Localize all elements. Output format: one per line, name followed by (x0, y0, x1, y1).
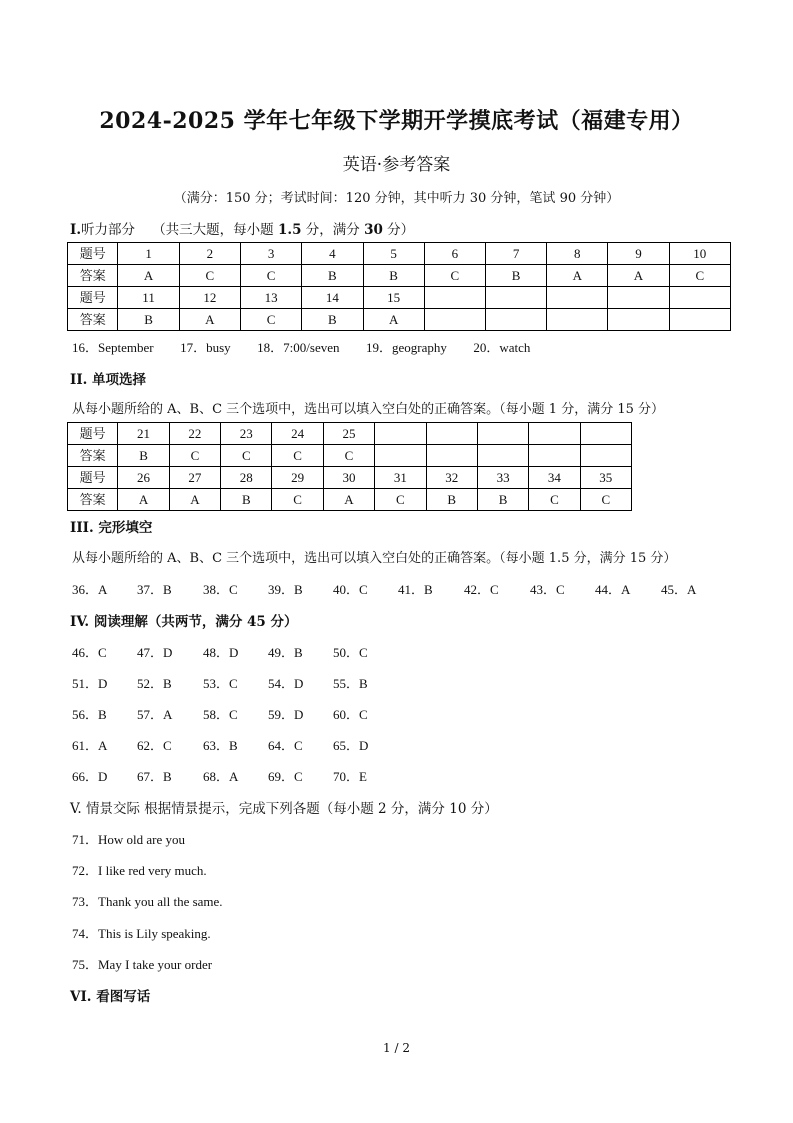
table-cell: 25 (323, 423, 374, 445)
section-2-instruction: 从每小题所给的 A、B、C 三个选项中，选出可以填入空白处的正确答案。（每小题 1 分，满分 15 分） (72, 402, 664, 417)
section-5-title: V. 情景交际 根据情景提示，完成下列各题（每小题 2 分，满分 10 分） (70, 801, 498, 817)
table-cell: B (363, 265, 424, 287)
answer-65: 65．D (333, 738, 369, 753)
answer-58: 58．C (203, 707, 238, 722)
answer-53: 53．C (203, 676, 238, 691)
table-header-cell: 题号 (68, 423, 118, 445)
answer-56: 56．B (72, 707, 107, 722)
answer-75: 75．May I take your order (72, 957, 213, 972)
table-cell (580, 423, 631, 445)
table-cell: 1 (118, 243, 179, 265)
section-1-note-e: 分） (382, 222, 415, 238)
page-number: 1 / 2 (383, 1041, 410, 1055)
answer-36: 36．A (72, 582, 108, 597)
answer-71: 71．How old are you (72, 832, 186, 847)
table-cell: 7 (485, 243, 546, 265)
answer-50: 50．C (333, 645, 368, 660)
answer-62: 62．C (137, 738, 172, 753)
table-cell: B (302, 265, 363, 287)
table-cell: B (118, 309, 179, 331)
table-cell: C (424, 265, 485, 287)
answer-45: 45．A (661, 582, 697, 597)
table-cell: 5 (363, 243, 424, 265)
table-cell: 3 (240, 243, 301, 265)
table-cell (580, 445, 631, 467)
table-header-cell: 答案 (68, 265, 118, 287)
table-cell: C (240, 265, 301, 287)
table-cell: A (323, 489, 374, 511)
table-cell: A (118, 489, 169, 511)
table-cell: C (375, 489, 426, 511)
table-cell: C (272, 489, 323, 511)
single-choice-answer-table (67, 422, 632, 511)
table-cell: 32 (426, 467, 477, 489)
table-cell: 6 (424, 243, 485, 265)
table-cell: C (529, 489, 580, 511)
table-cell (485, 287, 546, 309)
table-cell (477, 423, 528, 445)
answer-72: 72．I like red very much. (72, 863, 207, 878)
section-3-instruction: 从每小题所给的 A、B、C 三个选项中，选出可以填入空白处的正确答案。（每小题 1.5 分，满分 15 分） (72, 551, 677, 566)
section-1-note-b: 1.5 (277, 222, 302, 238)
section-1-title: 听力部分 (81, 222, 136, 238)
section-3-title: III. 完形填空 (70, 520, 153, 536)
section-1-note-c: 分，满分 (301, 222, 365, 238)
answer-73: 73．Thank you all the same. (72, 894, 223, 909)
table-row (68, 423, 632, 445)
section-4-title-b: 45 (247, 614, 266, 630)
page-subtitle: 英语·参考答案 (342, 155, 451, 175)
table-cell: B (302, 309, 363, 331)
listening-fill-answers (72, 337, 530, 356)
table-cell: A (363, 309, 424, 331)
table-cell: A (169, 489, 220, 511)
section-1-note-d: 30 (364, 222, 383, 238)
table-cell: A (179, 309, 240, 331)
table-cell: 10 (669, 243, 730, 265)
table-cell: C (272, 445, 323, 467)
table-header-cell: 答案 (68, 489, 118, 511)
answer-52: 52．B (137, 676, 172, 691)
table-cell (375, 423, 426, 445)
table-cell (477, 445, 528, 467)
section-1-note-a: （共三大题，每小题 (152, 222, 278, 238)
table-cell: B (477, 489, 528, 511)
table-cell: 35 (580, 467, 631, 489)
table-cell: B (118, 445, 169, 467)
answer-18: 18．7:00/seven (257, 340, 340, 355)
answer-67: 67．B (137, 769, 172, 784)
table-cell (547, 287, 608, 309)
table-cell: 29 (272, 467, 323, 489)
table-row (68, 265, 731, 287)
table-cell (426, 445, 477, 467)
answer-46: 46．C (72, 645, 107, 660)
answer-40: 40．C (333, 582, 368, 597)
table-cell: 8 (547, 243, 608, 265)
table-cell: 21 (118, 423, 169, 445)
table-cell (669, 287, 730, 309)
table-cell (424, 287, 485, 309)
answer-43: 43．C (530, 582, 565, 597)
table-cell: 30 (323, 467, 374, 489)
answer-20: 20．watch (473, 340, 531, 355)
table-header-cell: 题号 (68, 467, 118, 489)
answer-61: 61．A (72, 738, 108, 753)
table-cell: 4 (302, 243, 363, 265)
table-cell: 9 (608, 243, 669, 265)
table-cell: C (240, 309, 301, 331)
table-row (68, 243, 731, 265)
table-row (68, 287, 731, 309)
table-cell: 34 (529, 467, 580, 489)
table-cell: 12 (179, 287, 240, 309)
table-cell (529, 445, 580, 467)
table-cell: 14 (302, 287, 363, 309)
table-cell: C (221, 445, 272, 467)
table-cell: 11 (118, 287, 179, 309)
answer-55: 55．B (333, 676, 368, 691)
page-title: 2024-2025 学年七年级下学期开学摸底考试（福建专用） (99, 108, 694, 134)
table-header-cell: 答案 (68, 309, 118, 331)
answer-47: 47．D (137, 645, 173, 660)
table-cell: 28 (221, 467, 272, 489)
table-cell: B (221, 489, 272, 511)
table-cell: A (118, 265, 179, 287)
answer-42: 42．C (464, 582, 499, 597)
table-cell: B (485, 265, 546, 287)
answer-66: 66．D (72, 769, 108, 784)
answer-64: 64．C (268, 738, 303, 753)
table-row (68, 445, 632, 467)
answer-19: 19．geography (365, 340, 447, 355)
table-cell: 22 (169, 423, 220, 445)
answer-59: 59．D (268, 707, 304, 722)
table-cell: C (169, 445, 220, 467)
table-header-cell: 答案 (68, 445, 118, 467)
section-2-title: II. 单项选择 (70, 372, 147, 388)
answer-37: 37．B (137, 582, 172, 597)
answer-41: 41．B (398, 582, 433, 597)
exam-meta: （满分：150 分；考试时间：120 分钟，其中听力 30 分钟，笔试 90 分钟） (173, 191, 620, 206)
answer-70: 70．E (333, 769, 367, 784)
answer-44: 44．A (595, 582, 631, 597)
answer-51: 51．D (72, 676, 108, 691)
table-cell: B (426, 489, 477, 511)
table-cell: 26 (118, 467, 169, 489)
table-row (68, 489, 632, 511)
table-cell: C (580, 489, 631, 511)
table-row (68, 467, 632, 489)
section-1-heading (70, 218, 414, 238)
table-cell (608, 309, 669, 331)
table-cell (424, 309, 485, 331)
table-cell (529, 423, 580, 445)
answer-48: 48．D (203, 645, 239, 660)
table-header-cell: 题号 (68, 243, 118, 265)
table-cell: A (547, 265, 608, 287)
table-cell: 2 (179, 243, 240, 265)
table-cell: 31 (375, 467, 426, 489)
table-cell (608, 287, 669, 309)
table-cell (547, 309, 608, 331)
answer-39: 39．B (268, 582, 303, 597)
table-header-cell: 题号 (68, 287, 118, 309)
table-cell: 15 (363, 287, 424, 309)
section-4-title-c: 分） (265, 614, 298, 630)
table-row (68, 309, 731, 331)
answer-60: 60．C (333, 707, 368, 722)
table-cell: C (179, 265, 240, 287)
table-cell (426, 423, 477, 445)
section-4-title-a: IV. 阅读理解（共两节，满分 (70, 614, 248, 630)
answer-54: 54．D (268, 676, 304, 691)
answer-17: 17．busy (180, 340, 231, 355)
answer-38: 38．C (203, 582, 238, 597)
table-cell (485, 309, 546, 331)
table-cell (375, 445, 426, 467)
section-4-title (70, 610, 298, 630)
section-1-label: I. (70, 222, 82, 238)
table-cell: 24 (272, 423, 323, 445)
table-cell: 33 (477, 467, 528, 489)
answer-49: 49．B (268, 645, 303, 660)
answer-63: 63．B (203, 738, 238, 753)
table-cell: A (608, 265, 669, 287)
answer-74: 74．This is Lily speaking. (72, 926, 211, 941)
answer-57: 57．A (137, 707, 173, 722)
section-6-title: VI. 看图写话 (70, 989, 151, 1005)
table-cell: 13 (240, 287, 301, 309)
table-cell: C (323, 445, 374, 467)
table-cell: 23 (221, 423, 272, 445)
answer-16: 16．September (72, 340, 154, 355)
table-cell: 27 (169, 467, 220, 489)
listening-answer-table (67, 242, 731, 331)
table-cell (669, 309, 730, 331)
answer-68: 68．A (203, 769, 239, 784)
table-cell: C (669, 265, 730, 287)
answer-69: 69．C (268, 769, 303, 784)
